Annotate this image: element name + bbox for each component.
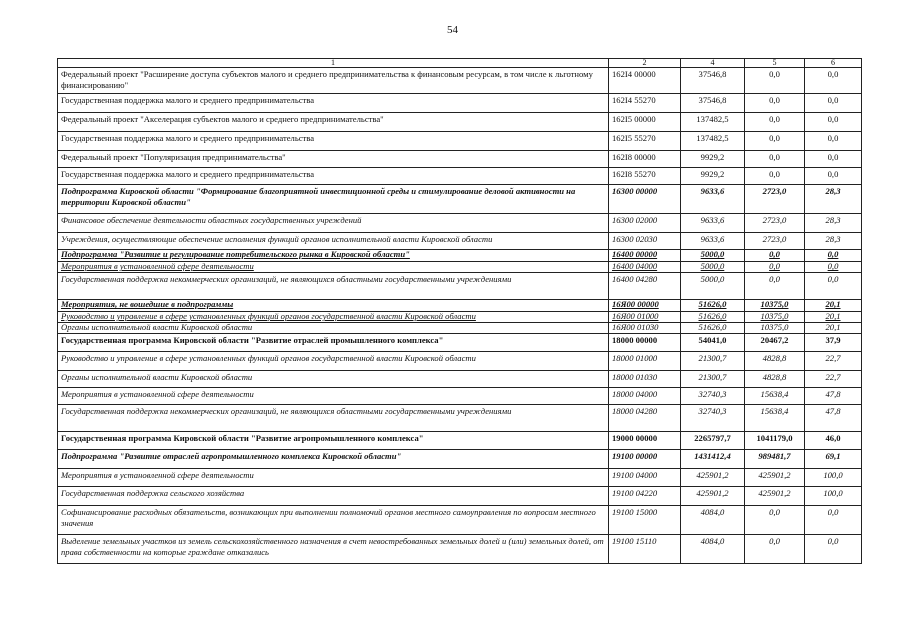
- row-name-cell: Государственная программа Кировской области "Развитие отраслей промышленного комплекса": [58, 334, 609, 352]
- row-value-col4: 425901,2: [681, 469, 745, 487]
- row-value-col6: 22,7: [805, 352, 862, 371]
- row-name-cell: Подпрограмма "Развитие и регулирование потребительского рынка в Кировской области": [58, 250, 609, 262]
- table-header-row: [58, 59, 862, 68]
- table-row: [58, 487, 862, 506]
- table-row: [58, 168, 862, 185]
- table-row: [58, 334, 862, 352]
- row-name-cell: Органы исполнительной власти Кировской области: [58, 323, 609, 334]
- row-code-cell: 19100 04220: [609, 487, 681, 506]
- row-code-cell: 16300 00000: [609, 185, 681, 214]
- row-value-col6: 0,0: [805, 250, 862, 262]
- table-row: [58, 371, 862, 388]
- row-name-cell: Органы исполнительной власти Кировской области: [58, 371, 609, 388]
- row-value-col6: 0,0: [805, 535, 862, 564]
- row-value-col4: 5000,0: [681, 273, 745, 300]
- row-value-col5: 4828,8: [745, 352, 805, 371]
- row-name-cell: Подпрограмма "Развитие отраслей агропромышленного комплекса Кировской области": [58, 450, 609, 469]
- row-name-cell: Мероприятия в установленной сфере деятельности: [58, 388, 609, 405]
- row-value-col6: 0,0: [805, 506, 862, 535]
- row-code-cell: 19100 04000: [609, 469, 681, 487]
- row-name-cell: Выделение земельных участков из земель сельскохозяйственного назначения в счет невостребованных земельных долей и (или) земельных долей, от права собственности на которые граждане отказались: [58, 535, 609, 564]
- table-row: [58, 450, 862, 469]
- row-code-cell: 16400 04000: [609, 262, 681, 273]
- table-row: [58, 273, 862, 300]
- row-value-col4: 32740,3: [681, 405, 745, 432]
- row-value-col4: 137482,5: [681, 113, 745, 132]
- row-code-cell: 16400 04280: [609, 273, 681, 300]
- row-value-col6: 0,0: [805, 262, 862, 273]
- row-value-col4: 21300,7: [681, 352, 745, 371]
- row-value-col4: 37546,8: [681, 68, 745, 94]
- row-value-col5: 0,0: [745, 273, 805, 300]
- row-code-cell: 162I5 00000: [609, 113, 681, 132]
- row-name-cell: Учреждения, осуществляющие обеспечение исполнения функций органов исполнительной власти Кировской области: [58, 233, 609, 250]
- row-value-col6: 20,1: [805, 312, 862, 323]
- row-name-cell: Государственная поддержка малого и среднего предпринимательства: [58, 132, 609, 151]
- row-value-col5: 4828,8: [745, 371, 805, 388]
- row-value-col5: 0,0: [745, 132, 805, 151]
- row-value-col6: 0,0: [805, 273, 862, 300]
- row-code-cell: 162I8 00000: [609, 151, 681, 168]
- table-row: [58, 132, 862, 151]
- row-code-cell: 16Я00 01000: [609, 312, 681, 323]
- row-value-col4: 9929,2: [681, 168, 745, 185]
- row-value-col6: 37,9: [805, 334, 862, 352]
- row-value-col4: 5000,0: [681, 262, 745, 273]
- table-row: [58, 323, 862, 334]
- table-row: [58, 250, 862, 262]
- row-name-cell: Федеральный проект "Популяризация предпринимательства": [58, 151, 609, 168]
- row-value-col5: 0,0: [745, 262, 805, 273]
- row-value-col4: 2265797,7: [681, 432, 745, 450]
- row-value-col6: 69,1: [805, 450, 862, 469]
- row-value-col6: 0,0: [805, 151, 862, 168]
- table-row: [58, 388, 862, 405]
- row-value-col6: 47,8: [805, 405, 862, 432]
- row-value-col6: 100,0: [805, 487, 862, 506]
- row-value-col5: 10375,0: [745, 300, 805, 312]
- row-code-cell: 19100 15110: [609, 535, 681, 564]
- row-value-col5: 10375,0: [745, 323, 805, 334]
- table-row: [58, 262, 862, 273]
- table-row: [58, 352, 862, 371]
- row-code-cell: 162I8 55270: [609, 168, 681, 185]
- row-value-col5: 0,0: [745, 113, 805, 132]
- row-value-col5: 425901,2: [745, 469, 805, 487]
- row-value-col6: 20,1: [805, 300, 862, 312]
- row-value-col6: 0,0: [805, 68, 862, 94]
- row-value-col5: 2723,0: [745, 214, 805, 233]
- row-code-cell: 16Я00 00000: [609, 300, 681, 312]
- row-value-col5: 20467,2: [745, 334, 805, 352]
- row-code-cell: 16400 00000: [609, 250, 681, 262]
- row-value-col4: 51626,0: [681, 300, 745, 312]
- row-value-col5: 0,0: [745, 68, 805, 94]
- row-name-cell: Финансовое обеспечение деятельности областных государственных учреждений: [58, 214, 609, 233]
- row-value-col5: 10375,0: [745, 312, 805, 323]
- row-value-col6: 47,8: [805, 388, 862, 405]
- row-value-col6: 100,0: [805, 469, 862, 487]
- row-value-col5: 0,0: [745, 535, 805, 564]
- table-row: [58, 405, 862, 432]
- row-value-col4: 425901,2: [681, 487, 745, 506]
- row-value-col4: 54041,0: [681, 334, 745, 352]
- row-value-col4: 51626,0: [681, 323, 745, 334]
- row-code-cell: 19000 00000: [609, 432, 681, 450]
- row-name-cell: Государственная поддержка сельского хозяйства: [58, 487, 609, 506]
- table-row: [58, 68, 862, 94]
- row-code-cell: 16300 02000: [609, 214, 681, 233]
- table-row: [58, 94, 862, 113]
- row-name-cell: Подпрограмма Кировской области "Формирование благоприятной инвестиционной среды и стимулирование деловой активности на территории Кировской области": [58, 185, 609, 214]
- column-header-2: 2: [609, 59, 681, 68]
- row-value-col5: 0,0: [745, 250, 805, 262]
- row-value-col4: 37546,8: [681, 94, 745, 113]
- row-value-col5: 15638,4: [745, 405, 805, 432]
- row-value-col4: 32740,3: [681, 388, 745, 405]
- row-value-col5: 425901,2: [745, 487, 805, 506]
- row-code-cell: 162I5 55270: [609, 132, 681, 151]
- row-code-cell: 162I4 00000: [609, 68, 681, 94]
- row-value-col4: 9633,6: [681, 185, 745, 214]
- table-row: [58, 535, 862, 564]
- row-name-cell: Руководство и управление в сфере установленных функций органов государственной власти Кировской области: [58, 312, 609, 323]
- row-code-cell: 18000 04280: [609, 405, 681, 432]
- row-value-col4: 9633,6: [681, 214, 745, 233]
- row-value-col5: 2723,0: [745, 233, 805, 250]
- table-row: [58, 185, 862, 214]
- row-value-col4: 4084,0: [681, 506, 745, 535]
- row-name-cell: Софинансирование расходных обязательств, возникающих при выполнении полномочий органов местного самоуправления по вопросам местного значения: [58, 506, 609, 535]
- row-value-col5: 0,0: [745, 151, 805, 168]
- row-name-cell: Федеральный проект "Акселерация субъектов малого и среднего предпринимательства": [58, 113, 609, 132]
- row-value-col4: 51626,0: [681, 312, 745, 323]
- row-value-col5: 1041179,0: [745, 432, 805, 450]
- row-value-col6: 0,0: [805, 94, 862, 113]
- row-value-col6: 46,0: [805, 432, 862, 450]
- row-value-col6: 22,7: [805, 371, 862, 388]
- row-code-cell: 18000 04000: [609, 388, 681, 405]
- row-code-cell: 18000 01000: [609, 352, 681, 371]
- table-row: [58, 506, 862, 535]
- row-value-col6: 28,3: [805, 185, 862, 214]
- row-code-cell: 19100 00000: [609, 450, 681, 469]
- column-header-6: 6: [805, 59, 862, 68]
- row-code-cell: 18000 00000: [609, 334, 681, 352]
- row-value-col6: 0,0: [805, 132, 862, 151]
- row-value-col4: 5000,0: [681, 250, 745, 262]
- row-code-cell: 162I4 55270: [609, 94, 681, 113]
- row-code-cell: 16Я00 01030: [609, 323, 681, 334]
- row-value-col5: 2723,0: [745, 185, 805, 214]
- row-value-col5: 15638,4: [745, 388, 805, 405]
- column-header-1: 1: [58, 59, 609, 68]
- row-value-col4: 21300,7: [681, 371, 745, 388]
- row-value-col6: 20,1: [805, 323, 862, 334]
- table-body: [58, 68, 862, 564]
- row-value-col4: 4084,0: [681, 535, 745, 564]
- row-value-col6: 0,0: [805, 168, 862, 185]
- table-row: [58, 469, 862, 487]
- row-value-col5: 989481,7: [745, 450, 805, 469]
- row-name-cell: Мероприятия, не вошедшие в подпрограммы: [58, 300, 609, 312]
- row-value-col6: 28,3: [805, 214, 862, 233]
- row-code-cell: 18000 01030: [609, 371, 681, 388]
- table-row: [58, 312, 862, 323]
- row-value-col6: 28,3: [805, 233, 862, 250]
- row-name-cell: Руководство и управление в сфере установленных функций органов государственной власти Кировской области: [58, 352, 609, 371]
- row-value-col5: 0,0: [745, 168, 805, 185]
- table-row: [58, 300, 862, 312]
- column-header-5: 5: [745, 59, 805, 68]
- table-row: [58, 113, 862, 132]
- budget-table: [57, 58, 862, 564]
- row-code-cell: 19100 15000: [609, 506, 681, 535]
- row-value-col4: 9633,6: [681, 233, 745, 250]
- page-number: 54: [447, 24, 458, 36]
- row-value-col4: 9929,2: [681, 151, 745, 168]
- row-value-col6: 0,0: [805, 113, 862, 132]
- table-row: [58, 214, 862, 233]
- row-name-cell: Государственная поддержка некоммерческих организаций, не являющихся областными государственными учреждениями: [58, 405, 609, 432]
- row-value-col4: 1431412,4: [681, 450, 745, 469]
- row-code-cell: 16300 02030: [609, 233, 681, 250]
- row-name-cell: Государственная программа Кировской области "Развитие агропромышленного комплекса": [58, 432, 609, 450]
- table-row: [58, 233, 862, 250]
- row-name-cell: Мероприятия в установленной сфере деятельности: [58, 262, 609, 273]
- table-row: [58, 432, 862, 450]
- column-header-4: 4: [681, 59, 745, 68]
- row-name-cell: Государственная поддержка некоммерческих организаций, не являющихся областными государственными учреждениями: [58, 273, 609, 300]
- row-value-col5: 0,0: [745, 506, 805, 535]
- row-name-cell: Государственная поддержка малого и среднего предпринимательства: [58, 94, 609, 113]
- row-value-col4: 137482,5: [681, 132, 745, 151]
- row-value-col5: 0,0: [745, 94, 805, 113]
- row-name-cell: Федеральный проект "Расширение доступа субъектов малого и среднего предпринимательства к финансовым ресурсам, в том числе к льготному финансированию": [58, 68, 609, 94]
- row-name-cell: Государственная поддержка малого и среднего предпринимательства: [58, 168, 609, 185]
- table-row: [58, 151, 862, 168]
- row-name-cell: Мероприятия в установленной сфере деятельности: [58, 469, 609, 487]
